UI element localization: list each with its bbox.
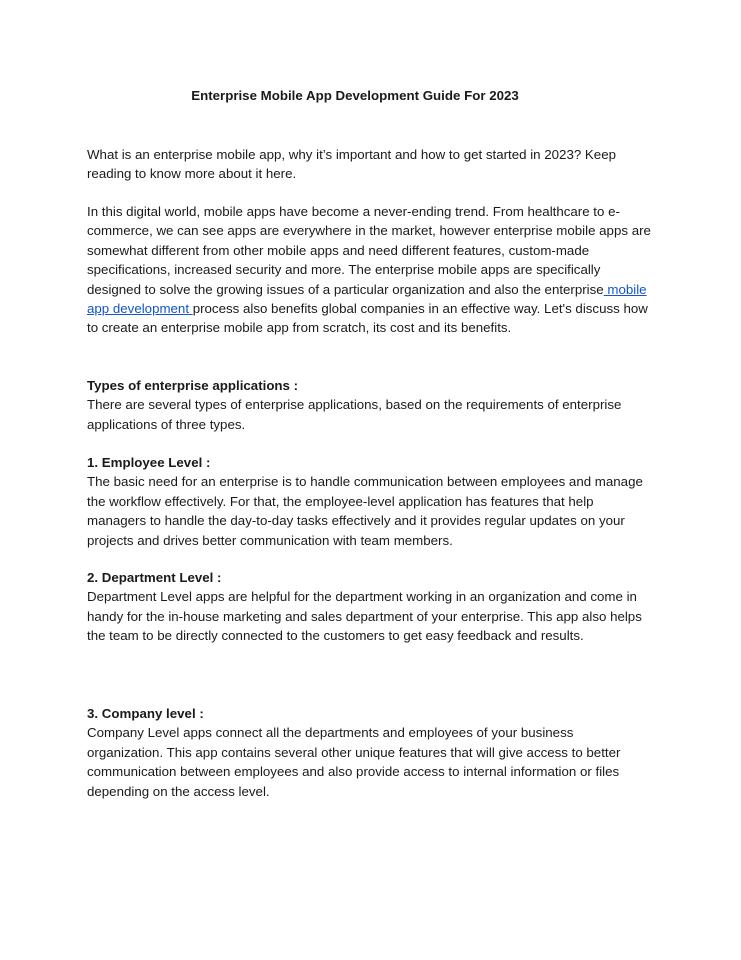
company-level-text: Company Level apps connect all the departments and employees of your business organization. This app contains several other unique features that will give access to better communication between employees and also provide access to internal information or files depending on the access level. bbox=[87, 725, 621, 799]
department-level-section bbox=[87, 568, 652, 646]
overview-text-after-link: process also benefits global companies in an effective way. Let's discuss how to create an enterprise mobile app from scratch, its cost and its benefits. bbox=[87, 301, 648, 336]
overview-text-before-link: In this digital world, mobile apps have become a never-ending trend. From healthcare to e-commerce, we can see apps are everywhere in the market, however enterprise mobile apps are somewhat different from other mobile apps and need different features, custom-made specifications, increased security and more. The enterprise mobile apps are specifically designed to solve the growing issues of a particular organization and also the enterprise bbox=[87, 204, 651, 297]
types-section bbox=[87, 376, 652, 434]
company-level-heading: 3. Company level : bbox=[87, 706, 204, 721]
employee-level-text: The basic need for an enterprise is to handle communication between employees and manage the workflow effectively. For that, the employee-level application has features that help managers to handle the day-to-day tasks effectively and it provides regular updates on your projects and drives better communication with team members. bbox=[87, 474, 643, 548]
department-level-text: Department Level apps are helpful for the department working in an organization and come in handy for the in-house marketing and sales department of your enterprise. This app also helps the team to be directly connected to the customers to get easy feedback and results. bbox=[87, 589, 642, 644]
types-heading: Types of enterprise applications : bbox=[87, 378, 299, 393]
intro-paragraph: What is an enterprise mobile app, why it’s important and how to get started in 2023? Keep reading to know more about it here. bbox=[87, 147, 616, 182]
mobile-app-development-link[interactable]: mobile app development bbox=[87, 281, 647, 317]
department-level-heading: 2. Department Level : bbox=[87, 570, 222, 585]
company-level-section bbox=[87, 704, 652, 801]
employee-level-section bbox=[87, 453, 652, 550]
overview-paragraph bbox=[87, 202, 652, 338]
document-title: Enterprise Mobile App Development Guide For 2023 bbox=[191, 88, 519, 103]
types-text: There are several types of enterprise applications, based on the requirements of enterprise applications of three types. bbox=[87, 397, 622, 432]
employee-level-heading: 1. Employee Level : bbox=[87, 455, 211, 470]
